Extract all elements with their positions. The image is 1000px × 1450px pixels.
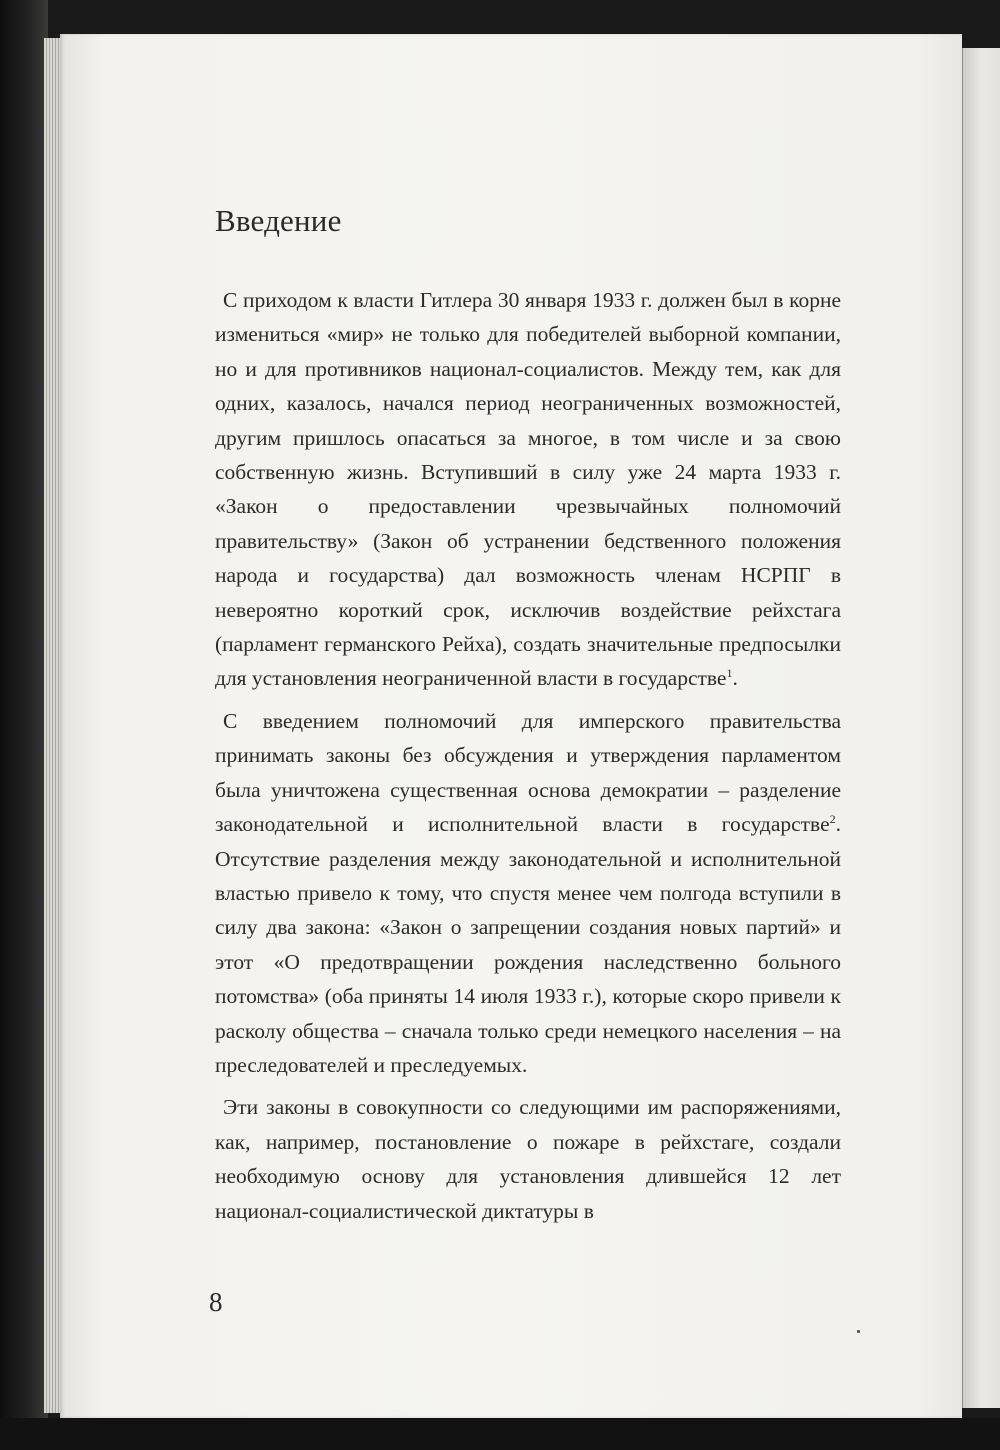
page-number: 8 bbox=[209, 1287, 223, 1317]
footnote-ref-1: 1 bbox=[726, 666, 733, 681]
paragraph-1-text: С приходом к власти Гитлера 30 января 1933 г. должен был в корне измениться «мир» не только для победителей выборной компании, но и для противников национал-социалистов. Между тем, как для одних, казалось, начался период неограниченных возможностей, другим пришлось опасаться за многое, в том числе и за свою собственную жизнь. Вступивший в силу уже 24 марта 1933 г. «Закон о предоставлении чрезвычайных полномочий правительству» (Закон об устранении бедственного положения народа и государства) дал возможность членам НСРПГ в невероятно короткий срок, исключив воздействие рейхстага (парламент германского Рейха), создать значительные предпосылки для установления неограниченной власти в государстве bbox=[215, 288, 841, 691]
paragraph-1 bbox=[215, 283, 841, 696]
paragraph-2 bbox=[215, 704, 841, 1082]
body-text bbox=[215, 283, 841, 1236]
book-left-edge bbox=[0, 0, 48, 1450]
section-heading: Введение bbox=[215, 203, 342, 238]
paragraph-3 bbox=[215, 1090, 841, 1228]
paragraph-3-text: Эти законы в совокупности со следующими им распоряжениями, как, например, постановление о пожаре в рейхстаге, создали необходимую основу для установления длившейся 12 лет национал-социалистической диктатуры в bbox=[215, 1095, 841, 1223]
next-page-edge bbox=[962, 48, 1000, 1408]
paragraph-2-end: . Отсутствие разделения между законодательной и исполнительной властью привело к тому, что спустя менее чем полгода вступили в силу два закона: «Закон о запрещении создания новых партий» и этот «О предотвращении рождения наследственно больного потомства» (оба приняты 14 июля 1933 г.), которые скоро привели к расколу общества – сначала только среди немецкого населения – на преследователей и преследуемых. bbox=[215, 812, 841, 1077]
scan-bottom-edge bbox=[0, 1418, 1000, 1450]
paragraph-2-text: С введением полномочий для имперского правительства принимать законы без обсуждения и утверждения парламентом была уничтожена существенная основа демократии – разделение законодательной и исполнительной власти в государстве bbox=[215, 708, 841, 837]
page-speck bbox=[857, 1330, 860, 1333]
footnote-ref-2: 2 bbox=[829, 811, 836, 826]
paragraph-1-end: . bbox=[732, 666, 738, 691]
